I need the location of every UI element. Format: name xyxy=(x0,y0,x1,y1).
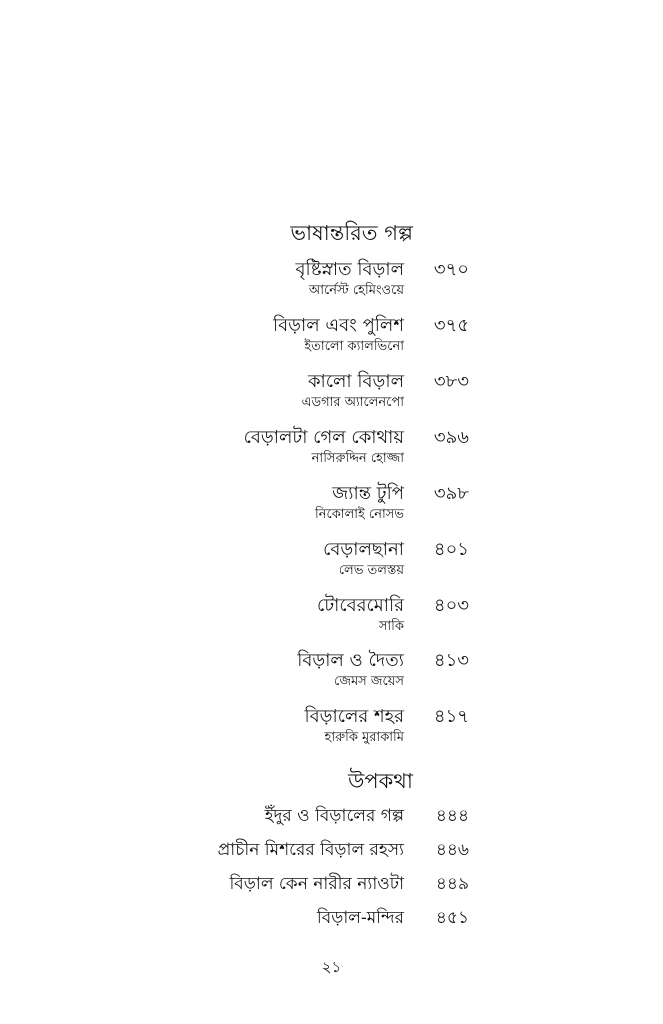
toc-entry xyxy=(0,423,663,473)
story-title: বিড়াল ও দৈত্য xyxy=(297,650,404,671)
toc-entry xyxy=(0,837,663,867)
toc-entry xyxy=(0,646,663,696)
story-title: টোবেরমোরি xyxy=(317,595,404,616)
story-title: বিড়াল এবং পুলিশ xyxy=(273,315,404,336)
story-author: জেমস জয়েস xyxy=(334,674,404,689)
story-author: ইতালো ক্যালভিনো xyxy=(304,339,404,354)
page-number: ৪০৩ xyxy=(433,595,469,616)
story-author: আর্নেস্ট হেমিংওয়ে xyxy=(308,283,404,298)
page-number: ৩৯৮ xyxy=(433,483,469,504)
toc-entry xyxy=(0,311,663,361)
page-number: ৪৫১ xyxy=(435,908,469,928)
story-title: বেড়ালটা গেল কোথায় xyxy=(243,427,404,448)
toc-entry xyxy=(0,479,663,529)
section-heading-folktales: উপকথা xyxy=(348,769,413,793)
folktale-title: বিড়াল কেন নারীর ন্যাওটা xyxy=(229,874,404,894)
story-title: জ্যান্ত টুপি xyxy=(332,483,404,504)
section-heading-translated: ভাষান্তরিত গল্প xyxy=(290,221,413,245)
story-title: বৃষ্টিস্নাত বিড়াল xyxy=(295,259,404,280)
story-title: বিড়ালের শহর xyxy=(304,706,404,727)
folktale-title: ইঁদুর ও বিড়ালের গল্প xyxy=(264,806,404,826)
toc-entry xyxy=(0,367,663,417)
story-author: হারুকি মুরাকামি xyxy=(324,730,404,745)
folktale-title: প্রাচীন মিশরের বিড়াল রহস্য xyxy=(217,840,404,860)
page-number: ৪১৭ xyxy=(433,706,469,727)
toc-entry xyxy=(0,803,663,833)
page-number: ৪৪৪ xyxy=(435,806,469,826)
toc-entry xyxy=(0,535,663,585)
toc-entry xyxy=(0,255,663,305)
toc-entry xyxy=(0,905,663,935)
folktale-title: বিড়াল-মন্দির xyxy=(316,908,404,928)
story-author: নিকোলাই নোসভ xyxy=(315,507,404,522)
page-number: ৪৪৯ xyxy=(435,874,469,894)
toc-entry xyxy=(0,702,663,752)
toc-entry xyxy=(0,591,663,641)
story-title: বেড়ালছানা xyxy=(323,539,404,560)
page-number: ৪১৩ xyxy=(433,650,469,671)
story-title: কালো বিড়াল xyxy=(307,371,404,392)
toc-entry xyxy=(0,871,663,901)
page-number: ৩৮৩ xyxy=(433,371,469,392)
page-number: ৩৭৫ xyxy=(433,315,469,336)
story-author: নাসিরুদ্দিন হোজ্জা xyxy=(311,451,404,466)
page-number: ৩৭০ xyxy=(433,259,469,280)
story-author: সাকি xyxy=(378,619,404,634)
page-number: ৩৯৬ xyxy=(433,427,469,448)
story-author: এডগার অ্যালেনপো xyxy=(301,395,404,410)
page-number: ৪৪৬ xyxy=(435,840,469,860)
footer-page-number: ২১ xyxy=(321,958,342,976)
page-number: ৪০১ xyxy=(433,539,469,560)
story-author: লেভ তলস্তয় xyxy=(338,563,404,578)
